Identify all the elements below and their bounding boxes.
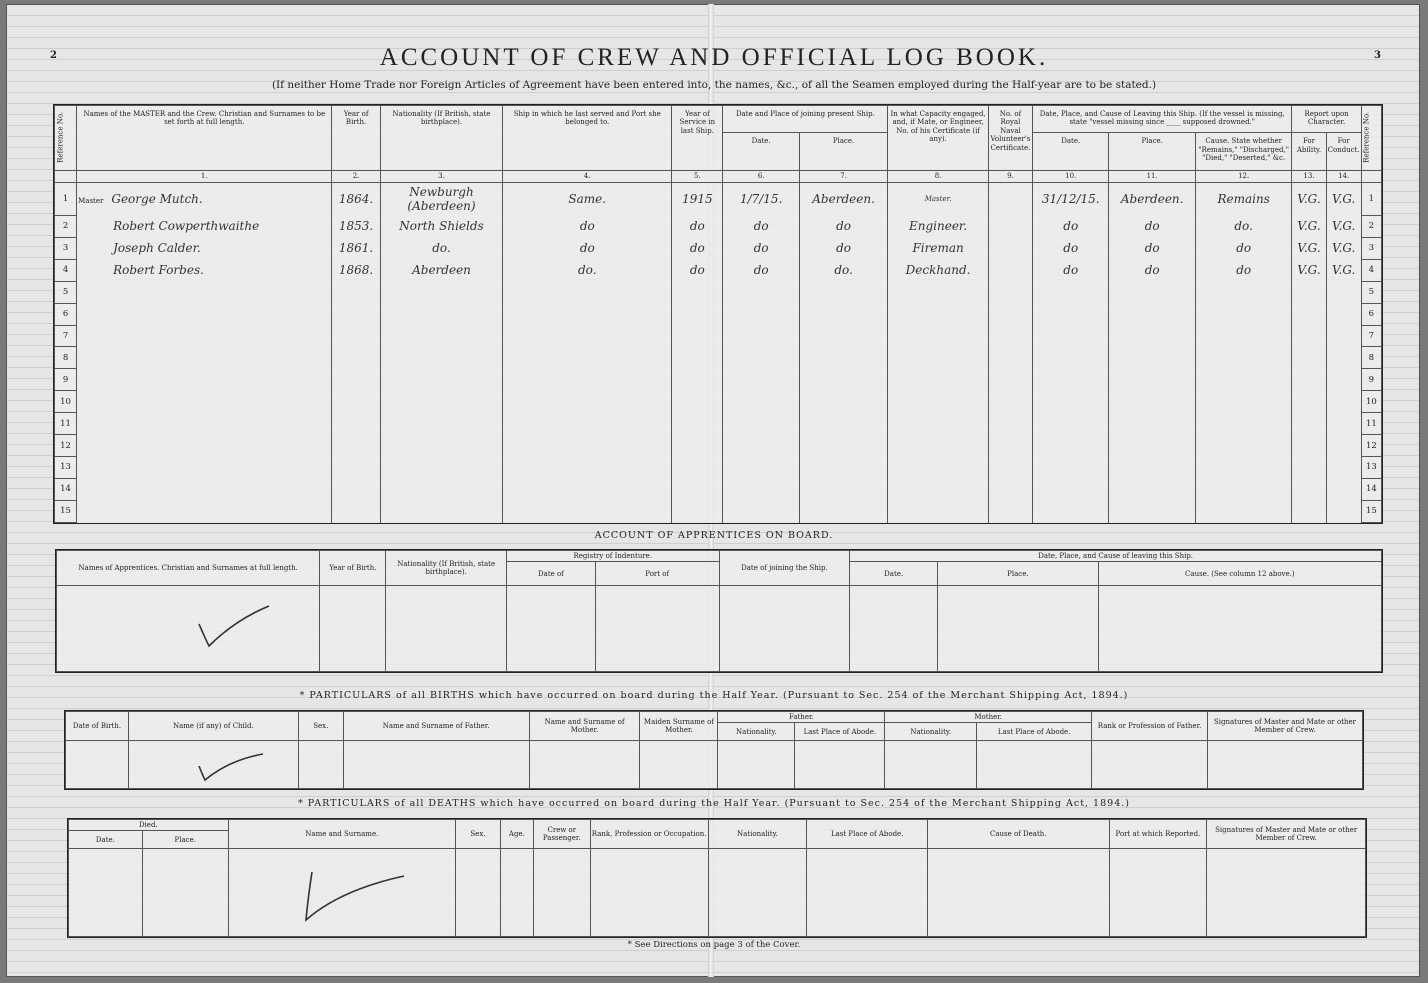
apprentice-leave-date-header: Date.	[850, 562, 938, 586]
row-reference-number: 4	[1361, 259, 1381, 281]
crew-row	[55, 303, 1382, 325]
cause-header: Cause. State whether "Remains," "Discharged," "Died," "Deserted," &c.	[1195, 133, 1292, 171]
joining-header: Date and Place of joining present Ship.	[723, 106, 888, 133]
crew-row	[55, 413, 1382, 435]
report-header: Report upon Character.	[1292, 106, 1361, 133]
birth-sex-header: Sex.	[298, 712, 343, 741]
row-reference-number: 5	[55, 281, 77, 303]
crew-leave-date: do	[1063, 241, 1079, 256]
father-name-header: Name and Surname of Father.	[343, 712, 529, 741]
crew-last-ship: do	[579, 219, 595, 234]
column-number-cell: 9.	[988, 170, 1032, 183]
year-birth-header: Year of Birth.	[332, 106, 380, 171]
row-reference-number: 11	[1361, 413, 1381, 435]
capacity-header: In what Capacity engaged, and, if Mate, or Engineer, No. of his Certificate (if any).	[888, 106, 989, 171]
crew-last-ship: do	[579, 241, 595, 256]
crew-ability: V.G.	[1297, 192, 1321, 207]
joining-place-header: Place.	[799, 133, 887, 171]
last-ship-header: Ship in which he last served and Port she belonged to.	[503, 106, 672, 171]
leaving-place-header: Place.	[1109, 133, 1195, 171]
crew-ability: V.G.	[1297, 241, 1321, 256]
crew-capacity: Engineer.	[908, 219, 968, 234]
crew-cause: do	[1236, 241, 1252, 256]
crew-name: Robert Cowperthwaithe	[113, 219, 260, 234]
row-reference-number: 13	[55, 457, 77, 479]
crew-table	[54, 105, 1382, 523]
row-reference-number: 5	[1361, 281, 1381, 303]
crew-year: 1868.	[338, 263, 374, 278]
footer-note: * See Directions on page 3 of the Cover.	[627, 940, 801, 950]
birth-signatures-header: Signatures of Master and Mate or other Member of Crew.	[1208, 712, 1363, 741]
nationality-header: Nationality (If British, state birthplace).	[380, 106, 503, 171]
row-reference-number: 2	[55, 215, 77, 237]
crew-name: Joseph Calder.	[113, 241, 201, 256]
crew-nationality: do.	[432, 241, 451, 256]
row-reference-number: 1	[1361, 183, 1381, 216]
death-age-header: Age.	[500, 820, 533, 849]
row-reference-number: 11	[55, 413, 77, 435]
crew-conduct: V.G.	[1331, 263, 1356, 278]
crew-name: Robert Forbes.	[113, 263, 204, 278]
crew-join-date: do	[753, 219, 769, 234]
registry-date-header: Date of	[507, 562, 596, 586]
row-reference-number: 6	[1361, 303, 1381, 325]
crew-last-ship: Same.	[568, 192, 607, 207]
crew-name: George Mutch.	[111, 192, 203, 207]
column-number-cell: 7.	[799, 170, 887, 183]
apprentice-joining-header: Date of joining the Ship.	[719, 551, 850, 586]
page-number-left: 2	[50, 50, 57, 61]
mother-abode-header: Last Place of Abode.	[977, 723, 1092, 741]
crew-leave-place: do	[1144, 219, 1160, 234]
crew-join-place: do	[836, 219, 852, 234]
crew-leave-date: do	[1063, 219, 1079, 234]
column-number-cell: 12.	[1195, 170, 1292, 183]
crew-leave-date: 31/12/15.	[1041, 192, 1100, 207]
mother-header: Mother.	[885, 712, 1092, 723]
row-reference-number: 9	[1361, 369, 1381, 391]
ref-no-header: Reference No.	[55, 106, 77, 171]
column-number-cell: 8.	[888, 170, 989, 183]
row-reference-number: 12	[1361, 435, 1381, 457]
row-reference-number: 1	[55, 183, 77, 216]
row-reference-number: 9	[55, 369, 77, 391]
column-number-cell: 2.	[332, 170, 380, 183]
row-reference-number: 7	[1361, 325, 1381, 347]
crew-leave-place: do	[1144, 263, 1160, 278]
crew-row	[55, 215, 1382, 237]
crew-join-date: 1/7/15.	[739, 192, 783, 207]
apprentice-leave-place-header: Place.	[938, 562, 1099, 586]
crew-capacity: Deckhand.	[905, 263, 971, 278]
checkmark-births	[195, 750, 267, 784]
died-header: Died.	[69, 820, 229, 831]
row-reference-number: 3	[55, 237, 77, 259]
joining-date-header: Date.	[723, 133, 799, 171]
crew-last-ship: do.	[578, 263, 597, 278]
row-reference-number: 13	[1361, 457, 1381, 479]
crew-join-place: do.	[834, 263, 853, 278]
crew-conduct: V.G.	[1331, 241, 1356, 256]
crew-or-passenger-header: Crew or Passenger.	[533, 820, 590, 849]
crew-row	[55, 183, 1382, 216]
column-number-cell: 1.	[77, 170, 332, 183]
deaths-title: * PARTICULARS of all DEATHS which have occurred on board during the Half Year. (Pursuant to Sec. 254 of the Merchant Shipping Act, 1894.)	[298, 798, 1130, 809]
crew-row	[55, 237, 1382, 259]
page-subtitle: (If neither Home Trade nor Foreign Articles of Agreement have been entered into, the names, &c., of all the Seamen employed during the Half-year are to be stated.)	[271, 79, 1157, 91]
leaving-header: Date, Place, and Cause of Leaving this Ship. (If the vessel is missing, state "vessel missing since ____ supposed drowned."	[1033, 106, 1292, 133]
row-reference-number: 10	[1361, 391, 1381, 413]
crew-ability: V.G.	[1297, 263, 1321, 278]
apprentice-cause-header: Cause. (See column 12 above.)	[1098, 562, 1381, 586]
row-reference-number: 3	[1361, 237, 1381, 259]
crew-service: do	[689, 219, 705, 234]
column-number-cell	[55, 170, 77, 183]
crew-row	[55, 369, 1382, 391]
crew-year: 1861.	[338, 241, 374, 256]
father-abode-header: Last Place of Abode.	[795, 723, 885, 741]
column-number-cell: 13.	[1292, 170, 1326, 183]
crew-row	[55, 500, 1382, 522]
crew-cause: do	[1236, 263, 1252, 278]
death-signatures-header: Signatures of Master and Mate or other Member of Crew.	[1207, 820, 1366, 849]
crew-join-date: do	[753, 263, 769, 278]
death-date-header: Date.	[69, 831, 143, 849]
crew-row	[55, 347, 1382, 369]
row-reference-number: 2	[1361, 215, 1381, 237]
crew-row	[55, 325, 1382, 347]
death-cause-header: Cause of Death.	[928, 820, 1109, 849]
death-nationality-header: Nationality.	[708, 820, 807, 849]
row-reference-number: 14	[55, 479, 77, 501]
death-place-header: Place.	[142, 831, 228, 849]
row-reference-number: 10	[55, 391, 77, 413]
column-number-cell: 3.	[380, 170, 503, 183]
death-abode-header: Last Place of Abode.	[807, 820, 928, 849]
page-number-right: 3	[1374, 50, 1381, 61]
column-number-cell: 14.	[1326, 170, 1361, 183]
crew-conduct: V.G.	[1331, 192, 1356, 207]
crew-conduct: V.G.	[1331, 219, 1356, 234]
crew-join-date: do	[753, 241, 769, 256]
mother-nationality-header: Nationality.	[885, 723, 977, 741]
crew-capacity: Fireman	[912, 241, 964, 256]
registry-header: Registry of Indenture.	[507, 551, 720, 562]
crew-row	[55, 457, 1382, 479]
rnv-header: No. of Royal Naval Volunteer's Certificate.	[988, 106, 1032, 171]
births-title: * PARTICULARS of all BIRTHS which have occurred on board during the Half Year. (Pursuant to Sec. 254 of the Merchant Shipping Act, 1894.)	[299, 690, 1129, 701]
master-label: Master	[78, 197, 104, 206]
apprentices-title: ACCOUNT OF APPRENTICES ON BOARD.	[594, 530, 834, 541]
crew-nationality: Newburgh (Aberdeen)	[407, 184, 476, 214]
registry-port-header: Port of	[595, 562, 719, 586]
column-number-cell: 4.	[503, 170, 672, 183]
page-title: ACCOUNT OF CREW AND OFFICIAL LOG BOOK.	[379, 44, 1049, 71]
crew-service: do	[689, 263, 705, 278]
mother-name-header: Name and Surname of Mother.	[529, 712, 640, 741]
birth-date-header: Date of Birth.	[66, 712, 129, 741]
father-header: Father.	[718, 712, 885, 723]
names-header: Names of the MASTER and the Crew. Christian and Surnames to be set forth at full length.	[77, 106, 332, 171]
crew-year: 1853.	[338, 219, 374, 234]
checkmark-deaths	[300, 868, 410, 926]
column-number-cell: 5.	[672, 170, 723, 183]
crew-capacity: Master.	[924, 195, 952, 204]
column-number-cell: 6.	[723, 170, 799, 183]
conduct-header: For Conduct.	[1326, 133, 1361, 171]
year-service-header: Year of Service in last Ship.	[672, 106, 723, 171]
apprentice-names-header: Names of Apprentices. Christian and Surnames at full length.	[57, 551, 320, 586]
crew-table-box	[53, 104, 1383, 524]
death-sex-header: Sex.	[455, 820, 500, 849]
column-number-row	[55, 170, 1382, 183]
crew-ability: V.G.	[1297, 219, 1321, 234]
row-reference-number: 15	[1361, 500, 1381, 522]
crew-year: 1864.	[338, 192, 374, 207]
crew-cause: Remains	[1217, 192, 1270, 207]
crew-join-place: do	[836, 241, 852, 256]
column-number-cell	[1361, 170, 1381, 183]
row-reference-number: 8	[55, 347, 77, 369]
crew-service: do	[689, 241, 705, 256]
row-reference-number: 8	[1361, 347, 1381, 369]
crew-cause: do.	[1234, 219, 1253, 234]
death-name-header: Name and Surname.	[228, 820, 455, 849]
crew-service: 1915	[682, 192, 713, 207]
checkmark-apprentices	[195, 602, 275, 650]
crew-join-place: Aberdeen.	[812, 192, 875, 207]
crew-row	[55, 259, 1382, 281]
father-rank-header: Rank or Profession of Father.	[1092, 712, 1208, 741]
child-name-header: Name (if any) of Child.	[128, 712, 298, 741]
row-reference-number: 15	[55, 500, 77, 522]
crew-nationality: North Shields	[399, 219, 484, 234]
row-reference-number: 6	[55, 303, 77, 325]
column-number-cell: 11.	[1109, 170, 1195, 183]
deaths-table-box	[67, 818, 1367, 938]
crew-row	[55, 479, 1382, 501]
ref-no-header-right: Reference No.	[1361, 106, 1381, 171]
row-reference-number: 14	[1361, 479, 1381, 501]
ability-header: For Ability.	[1292, 133, 1326, 171]
column-number-cell: 10.	[1033, 170, 1109, 183]
apprentice-year-header: Year of Birth.	[320, 551, 386, 586]
row-reference-number: 4	[55, 259, 77, 281]
apprentice-leaving-header: Date, Place, and Cause of leaving this Ship.	[850, 551, 1382, 562]
deaths-table	[68, 819, 1366, 937]
death-rank-header: Rank, Profession or Occupation.	[590, 820, 708, 849]
crew-leave-place: Aberdeen.	[1120, 192, 1184, 207]
row-reference-number: 7	[55, 325, 77, 347]
crew-nationality: Aberdeen	[412, 263, 471, 278]
father-nationality-header: Nationality.	[718, 723, 795, 741]
crew-row	[55, 391, 1382, 413]
crew-row	[55, 435, 1382, 457]
crew-leave-place: do	[1144, 241, 1160, 256]
apprentice-nationality-header: Nationality (If British, state birthplace).	[386, 551, 507, 586]
death-port-header: Port at which Reported.	[1109, 820, 1207, 849]
crew-leave-date: do	[1063, 263, 1079, 278]
row-reference-number: 12	[55, 435, 77, 457]
leaving-date-header: Date.	[1033, 133, 1109, 171]
crew-row	[55, 281, 1382, 303]
maiden-name-header: Maiden Surname of Mother.	[640, 712, 718, 741]
